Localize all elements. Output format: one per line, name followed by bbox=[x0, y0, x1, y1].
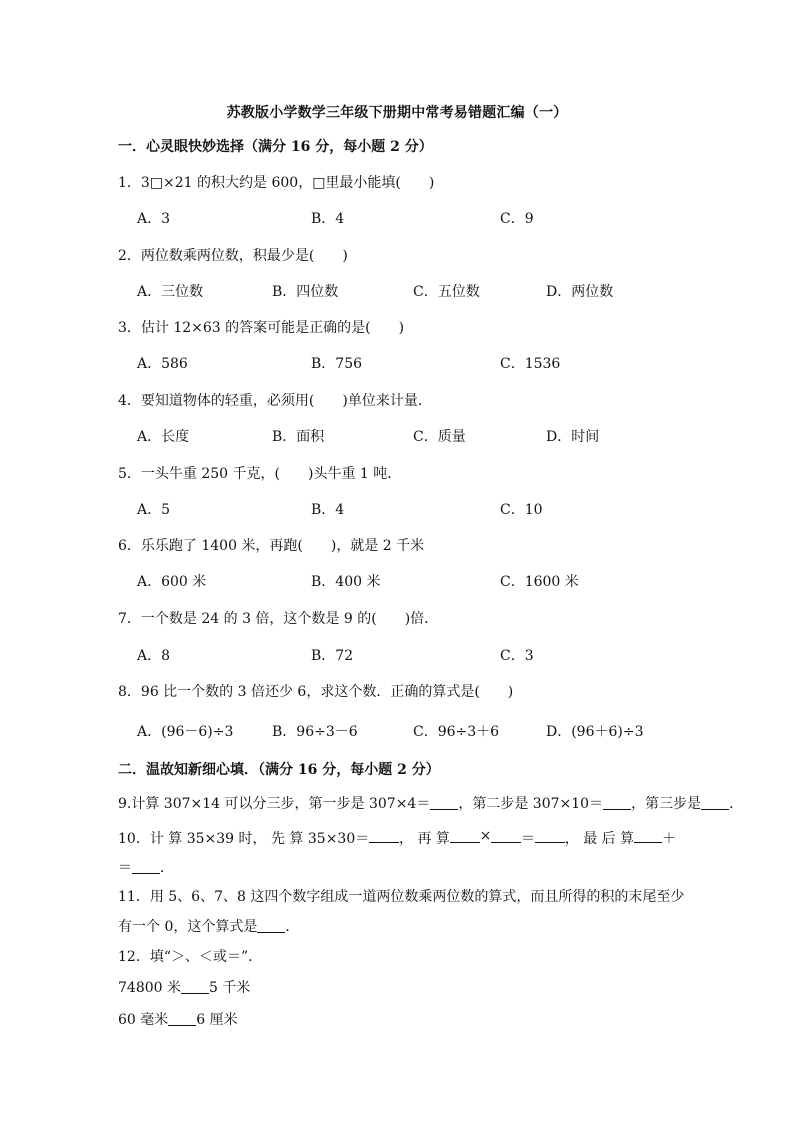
question-10-text-3: × bbox=[479, 828, 492, 844]
question-10-text-1: 10．计 算 35×39 时， 先 算 35×30＝ bbox=[118, 831, 370, 847]
question-10-text-5: ， 最 后 算 bbox=[564, 831, 635, 847]
question-12-stem: 12．填“＞、＜或＝”． bbox=[118, 949, 263, 965]
section-heading-2: 二．温故知新细心填．（满分 16 分，每小题 2 分） bbox=[118, 762, 440, 778]
question-12-row-2 bbox=[118, 1009, 238, 1029]
question-9-text-a: 9.计算 307×14 可以分三步，第一步是 307×4＝ bbox=[118, 796, 431, 812]
answer-blank[interactable] bbox=[257, 918, 285, 933]
question-5-stem: 5．一头牛重 250 千克，( )头牛重 1 吨． bbox=[118, 466, 402, 482]
question-4-option-d: D．时间 bbox=[546, 429, 600, 445]
question-6-option-a: A．600 米 bbox=[137, 574, 207, 590]
answer-blank[interactable] bbox=[369, 828, 399, 843]
section-heading-1: 一．心灵眼快妙选择（满分 16 分，每小题 2 分） bbox=[118, 139, 433, 155]
answer-blank[interactable] bbox=[701, 795, 729, 810]
question-9-text-b: ，第二步是 307×10＝ bbox=[458, 796, 604, 812]
question-11-line-2 bbox=[118, 916, 299, 936]
question-10-line-2 bbox=[118, 857, 174, 877]
answer-blank[interactable] bbox=[132, 859, 160, 874]
question-5-option-c: C．10 bbox=[500, 502, 543, 518]
answer-blank[interactable] bbox=[491, 828, 521, 843]
question-1-option-a: A．3 bbox=[137, 211, 171, 227]
question-9-text-c: ，第三步是 bbox=[631, 796, 702, 812]
question-12-row-1-left: 74800 米 bbox=[118, 980, 181, 996]
question-4-stem: 4．要知道物体的轻重，必须用( )单位来计量． bbox=[118, 393, 432, 409]
question-3-option-a: A．586 bbox=[137, 356, 188, 372]
question-10-text-8: ． bbox=[160, 860, 174, 876]
question-1-option-c: C．9 bbox=[500, 211, 534, 227]
question-9-text-d: ． bbox=[729, 796, 744, 812]
question-4-option-b: B．面积 bbox=[272, 429, 325, 445]
question-8-stem: 8．96 比一个数的 3 倍还少 6，求这个数．正确的算式是( ) bbox=[118, 684, 514, 700]
question-5-option-a: A．5 bbox=[137, 502, 171, 518]
question-10-text-6: ＋ bbox=[661, 831, 676, 847]
answer-blank[interactable] bbox=[450, 828, 480, 843]
question-4-option-c: C．质量 bbox=[413, 429, 466, 445]
question-2-option-d: D．两位数 bbox=[546, 284, 614, 300]
question-8-option-d: D．(96＋6)÷3 bbox=[546, 724, 644, 740]
document-title: 苏教版小学数学三年级下册期中常考易错题汇编（一） bbox=[226, 105, 568, 121]
answer-blank[interactable] bbox=[603, 795, 631, 810]
question-4-option-a: A．长度 bbox=[137, 429, 190, 445]
question-10-text-2: ， 再 算 bbox=[398, 831, 450, 847]
question-12-row-1 bbox=[118, 977, 250, 997]
question-6-option-c: C．1600 米 bbox=[500, 574, 579, 590]
question-3-option-c: C．1536 bbox=[500, 356, 561, 372]
answer-blank[interactable] bbox=[634, 828, 662, 843]
question-2-option-a: A．三位数 bbox=[137, 284, 204, 300]
question-7-option-b: B．72 bbox=[311, 648, 354, 664]
question-12-row-2-right: 6 厘米 bbox=[196, 1012, 238, 1028]
question-1-stem: 1．3□×21 的积大约是 600，□里最小能填( ) bbox=[118, 175, 435, 191]
question-11-text-b: ． bbox=[285, 919, 300, 935]
question-7-stem: 7．一个数是 24 的 3 倍，这个数是 9 的( )倍． bbox=[118, 611, 439, 627]
question-3-option-b: B．756 bbox=[311, 356, 363, 372]
question-12-row-2-left: 60 毫米 bbox=[118, 1012, 169, 1028]
question-3-stem: 3．估计 12×63 的答案可能是正确的是( ) bbox=[118, 320, 405, 336]
question-10-text-4: ＝ bbox=[521, 831, 536, 847]
question-9 bbox=[118, 793, 743, 813]
answer-blank[interactable] bbox=[168, 1011, 196, 1026]
question-11-text-a: 有一个 0，这个算式是 bbox=[118, 919, 258, 935]
question-7-option-c: C．3 bbox=[500, 648, 534, 664]
question-8-option-a: A．(96－6)÷3 bbox=[137, 724, 234, 740]
question-2-stem: 2．两位数乘两位数，积最少是( ) bbox=[118, 248, 348, 264]
question-2-option-b: B．四位数 bbox=[272, 284, 339, 300]
question-6-stem: 6．乐乐跑了 1400 米，再跑( )，就是 2 千米 bbox=[118, 538, 425, 554]
answer-blank[interactable] bbox=[181, 979, 209, 994]
answer-blank[interactable] bbox=[535, 828, 565, 843]
question-12-row-1-right: 5 千米 bbox=[209, 980, 251, 996]
question-8-option-c: C．96÷3＋6 bbox=[413, 724, 500, 740]
question-6-option-b: B．400 米 bbox=[311, 574, 381, 590]
answer-blank[interactable] bbox=[430, 795, 458, 810]
question-11-line-1: 11．用 5、6、7、8 这四个数字组成一道两位数乘两位数的算式，而且所得的积的末尾至少 bbox=[118, 889, 685, 905]
question-10-line-1 bbox=[118, 828, 676, 848]
question-8-option-b: B．96÷3－6 bbox=[272, 724, 358, 740]
question-10-text-7: ＝ bbox=[118, 860, 132, 876]
question-5-option-b: B．4 bbox=[311, 502, 345, 518]
question-2-option-c: C．五位数 bbox=[413, 284, 480, 300]
question-7-option-a: A．8 bbox=[137, 648, 171, 664]
question-1-option-b: B．4 bbox=[311, 211, 345, 227]
